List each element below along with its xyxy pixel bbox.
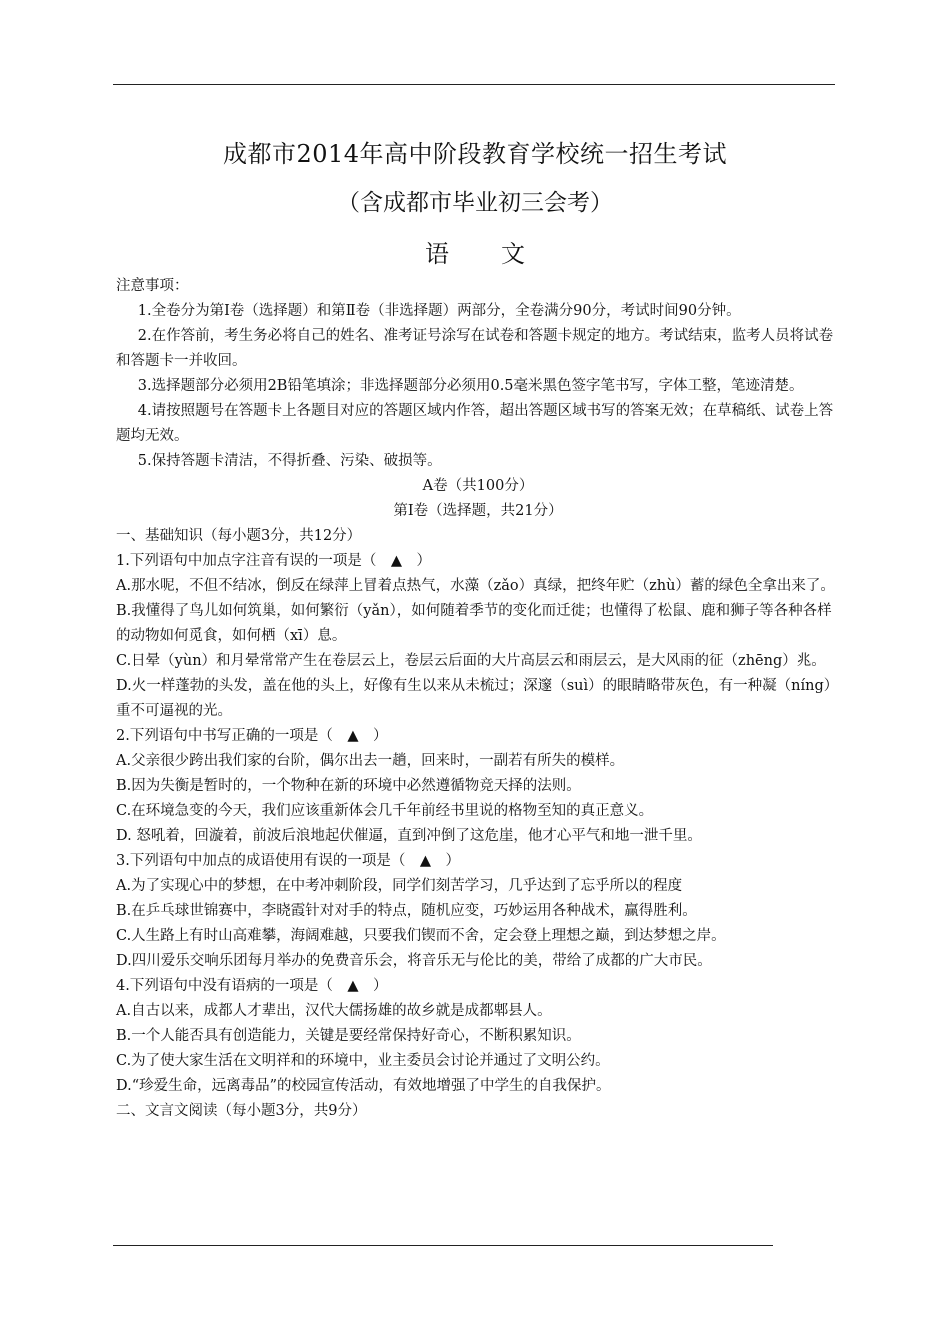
answer-option: D.“珍爱生命，远离毒品”的校园宣传活动，有效地增强了中学生的自我保护。 bbox=[116, 1078, 611, 1094]
question-stem: 4.下列语句中没有语病的一项是（ ▲ ） bbox=[116, 978, 388, 994]
answer-option: A.那水呢，不但不结冰，倒反在绿萍上冒着点热气，水藻（zǎo）真绿，把终年贮（zhù）蓄的绿色全拿出来了。 bbox=[116, 578, 835, 594]
exam-title: 成都市2014年高中阶段教育学校统一招生考试 bbox=[222, 140, 728, 168]
question-stem: 3.下列语句中加点的成语使用有误的一项是（ ▲ ） bbox=[116, 853, 460, 869]
answer-option: D.四川爱乐交响乐团每月举办的免费音乐会，将音乐无与伦比的美，带给了成都的广大市民。 bbox=[116, 953, 712, 969]
exam-body bbox=[116, 274, 840, 1124]
notice-heading: 注意事项： bbox=[116, 278, 189, 294]
question-stem: 2.下列语句中书写正确的一项是（ ▲ ） bbox=[116, 728, 388, 744]
answer-option: A.为了实现心中的梦想，在中考冲刺阶段，同学们刻苦学习，几乎达到了忘乎所以的程度 bbox=[116, 878, 683, 894]
volume-a-heading: A卷（共100分） bbox=[422, 478, 534, 494]
answer-option: A.父亲很少跨出我们家的台阶，偶尔出去一趟，回来时，一副若有所失的模样。 bbox=[116, 753, 625, 769]
answer-option: C.人生路上有时山高难攀，海阔难越，只要我们锲而不舍，定会登上理想之巅，到达梦想之岸。 bbox=[116, 928, 726, 944]
answer-option: C.为了使大家生活在文明祥和的环境中，业主委员会讨论并通过了文明公约。 bbox=[116, 1053, 610, 1069]
part-one-heading: 第Ⅰ卷（选择题，共21分） bbox=[393, 503, 563, 519]
answer-option: D.火一样蓬勃的头发，盖在他的头上，好像有生以来从未梳过；深邃（suì）的眼睛略带灰色，有一种凝（níng）重不可逼视的光。 bbox=[116, 678, 839, 719]
notice-item: 4.请按照题号在答题卡上各题目对应的答题区域内作答，超出答题区域书写的答案无效；在草稿纸、试卷上答题均无效。 bbox=[116, 403, 834, 444]
footer-rule bbox=[113, 1245, 773, 1246]
subject-title: 语文 bbox=[425, 240, 577, 268]
answer-option: B.一个人能否具有创造能力，关键是要经常保持好奇心，不断积累知识。 bbox=[116, 1028, 581, 1044]
notice-item: 1.全卷分为第Ⅰ卷（选择题）和第Ⅱ卷（非选择题）两部分，全卷满分90分，考试时间90分钟。 bbox=[137, 303, 741, 319]
notice-item: 3.选择题部分必须用2B铅笔填涂；非选择题部分必须用0.5毫米黑色签字笔书写，字体工整，笔迹清楚。 bbox=[137, 378, 804, 394]
header-rule bbox=[113, 84, 835, 85]
answer-option: C.日晕（yùn）和月晕常常产生在卷层云上，卷层云后面的大片高层云和雨层云，是大风雨的征（zhēng）兆。 bbox=[116, 653, 826, 669]
notice-item: 5.保持答题卡清洁，不得折叠、污染、破损等。 bbox=[137, 453, 442, 469]
answer-option: A.自古以来，成都人才辈出，汉代大儒扬雄的故乡就是成都郫县人。 bbox=[116, 1003, 552, 1019]
answer-option: B.我懂得了鸟儿如何筑巢，如何繁衍（yǎn），如何随着季节的变化而迁徙；也懂得了松鼠、鹿和狮子等各种各样的动物如何觅食，如何栖（xī）息。 bbox=[116, 603, 832, 644]
answer-option: B.因为失衡是暂时的，一个物种在新的环境中必然遵循物竞天择的法则。 bbox=[116, 778, 581, 794]
answer-option: B.在乒乓球世锦赛中，李晓霞针对对手的特点，随机应变，巧妙运用各种战术，赢得胜利。 bbox=[116, 903, 697, 919]
answer-option: C.在环境急变的今天，我们应该重新体会几千年前经书里说的格物至知的真正意义。 bbox=[116, 803, 654, 819]
exam-subtitle: （含成都市毕业初三会考） bbox=[337, 190, 613, 216]
answer-option: D. 怒吼着，回漩着，前波后浪地起伏催逼，直到冲倒了这危崖，他才心平气和地一泄千里。 bbox=[116, 828, 702, 844]
section-heading: 一、基础知识（每小题3分，共12分） bbox=[116, 528, 362, 544]
question-stem: 1.下列语句中加点字注音有误的一项是（ ▲ ） bbox=[116, 553, 431, 569]
section-heading: 二、文言文阅读（每小题3分，共9分） bbox=[116, 1103, 367, 1119]
notice-item: 2.在作答前，考生务必将自己的姓名、准考证号涂写在试卷和答题卡规定的地方。考试结束，监考人员将试卷和答题卡一并收回。 bbox=[116, 328, 834, 369]
